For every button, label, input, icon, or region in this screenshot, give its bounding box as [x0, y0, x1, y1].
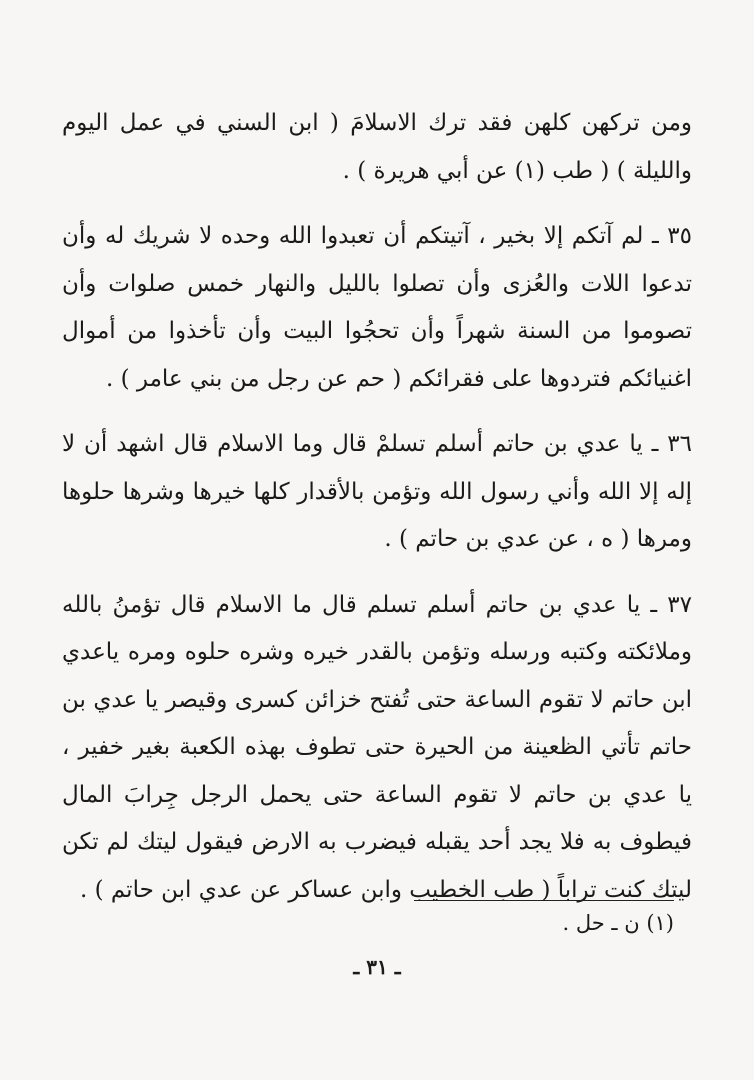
hadith-36: ٣٦ ـ يا عدي بن حاتم أسلم تسلمْ قال وما الاسلام قال اشهد أن لا إله إلا الله وأني رسول الله وتؤمن بالأقدار كلها خيرها وشرها حلوها ومرها ( ه ، عن عدي بن حاتم ) .: [62, 431, 692, 552]
paragraph-intro: ومن تركهن كلهن فقد ترك الاسلامَ ( ابن السني في عمل اليوم والليلة ) ( طب (١) عن أبي هريرة ) .: [62, 110, 692, 184]
page-number: ـ ٣١ ـ: [353, 955, 401, 979]
footnote-divider: [414, 900, 674, 901]
footnote: (١) ن ـ حل .: [562, 911, 674, 935]
hadith-37: ٣٧ ـ يا عدي بن حاتم أسلم تسلم قال ما الاسلام قال تؤمنُ بالله وملائكته وكتبه ورسله وتؤمن بالقدر خيره وشره حلوه ومره ياعدي ابن حاتم لا تقوم الساعة حتى تُفتح خزائن كسرى وقيصر يا عدي بن حاتم تأتي الظعينة من الحيرة حتى تطوف بهذه الكعبة بغير خفير ، يا عدي بن حاتم لا تقوم الساعة حتى يحمل الرجل جِرابَ المال فيطوف به فلا يجد أحد يقبله فيضرب به الارض فيقول ليتك لم تكن ليتك كنت تراباً ( طب الخطيب وابن عساكر عن عدي ابن حاتم ) .: [62, 591, 692, 903]
body-text: [62, 100, 692, 914]
hadith-35: ٣٥ ـ لم آتكم إلا بخير ، آتيتكم أن تعبدوا الله وحده لا شريك له وأن تدعوا اللات والعُزى وأن تصلوا بالليل والنهار خمس صلوات وأن تصوموا من السنة شهراً وأن تحجُوا البيت وأن تأخذوا من أموال اغنيائكم فتردوها على فقرائكم ( حم عن رجل من بني عامر ) .: [62, 223, 692, 392]
